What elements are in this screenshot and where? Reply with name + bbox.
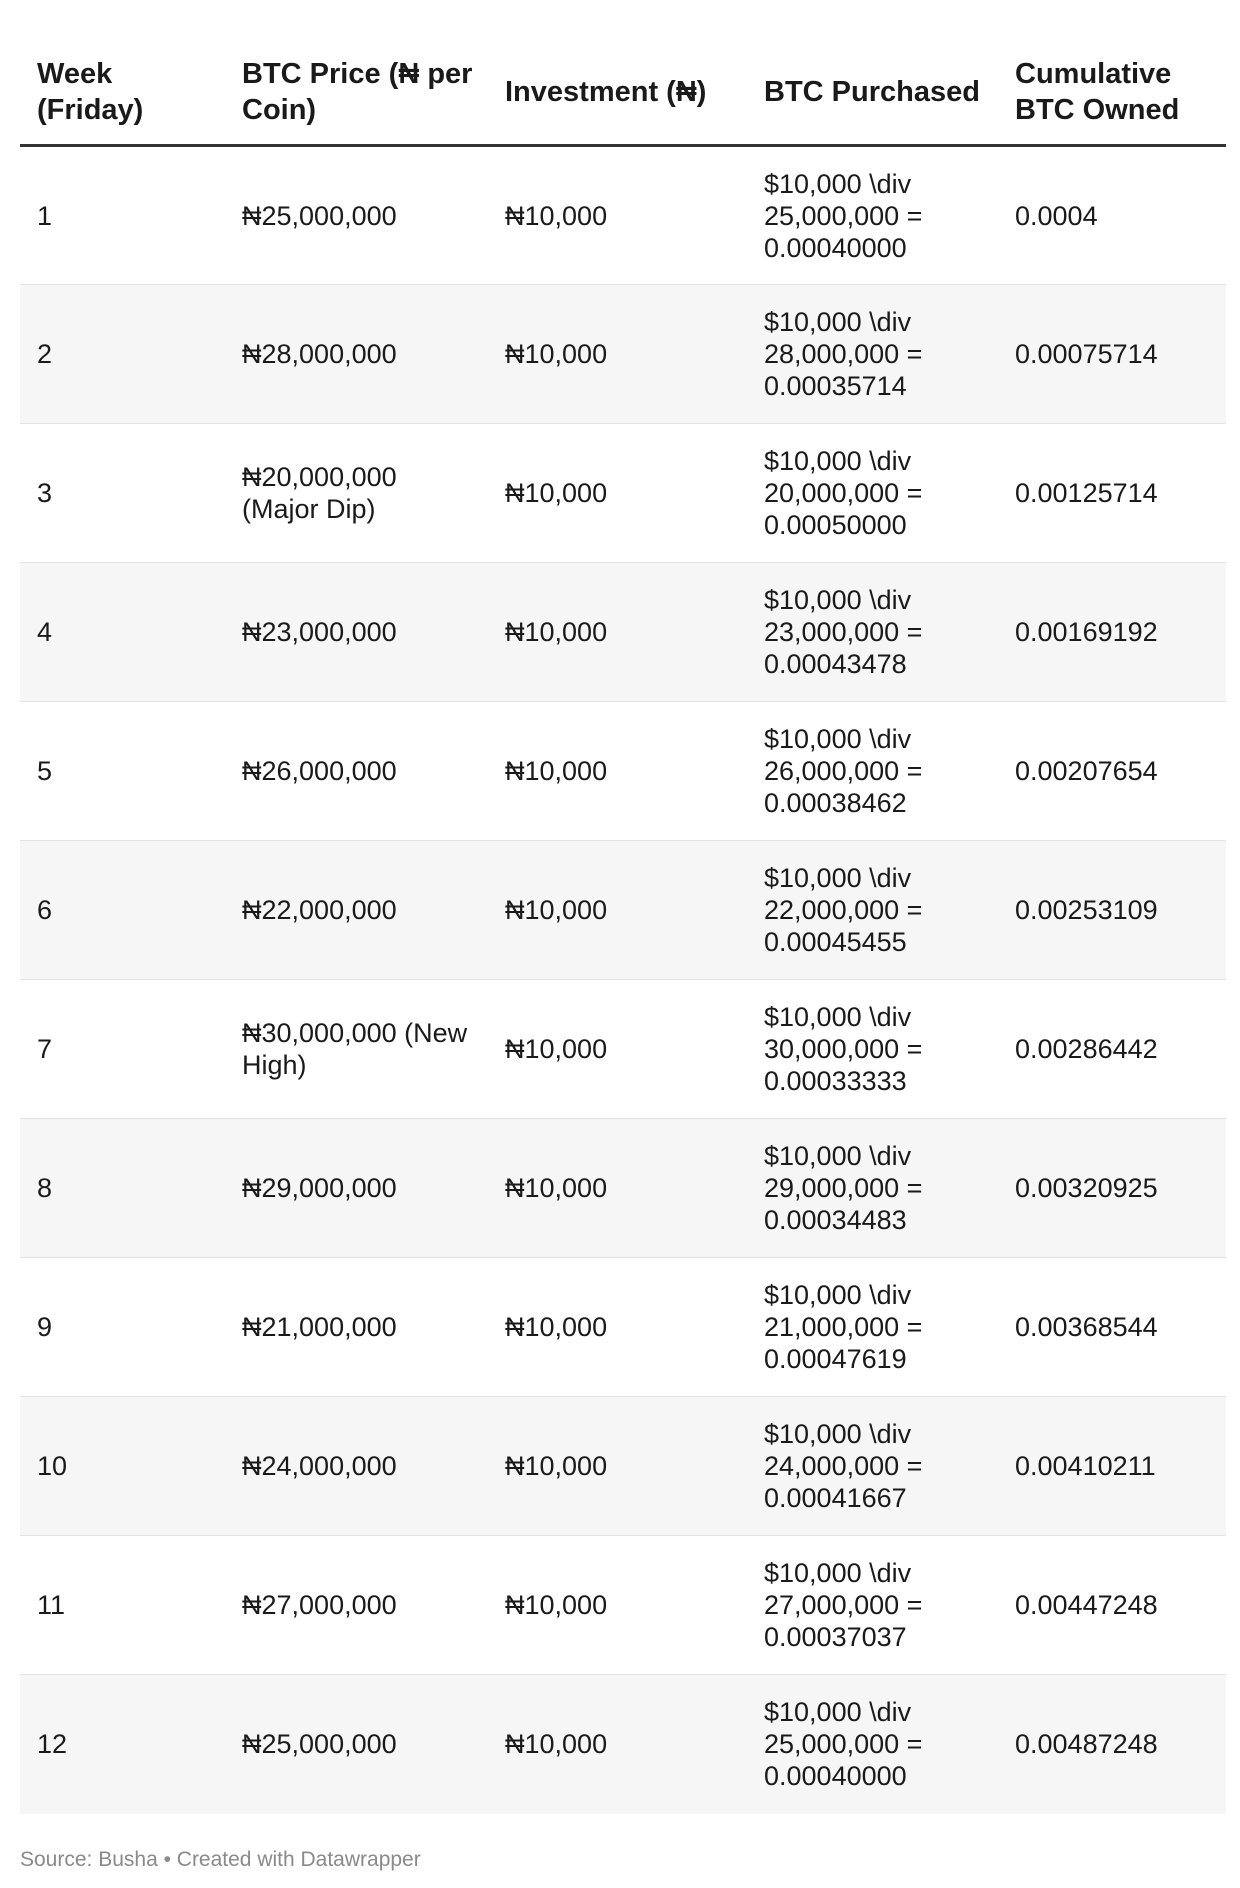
cell-btc-purchased: $10,000 \div 26,000,000 = 0.00038462: [747, 702, 998, 841]
header-row: [20, 44, 1226, 146]
cell-btc-price: ₦25,000,000: [225, 1675, 488, 1814]
cell-week: 1: [20, 146, 225, 285]
cell-cumulative-btc: 0.00207654: [998, 702, 1226, 841]
cell-btc-price: ₦27,000,000: [225, 1536, 488, 1675]
cell-week: 9: [20, 1258, 225, 1397]
cell-btc-price: ₦26,000,000: [225, 702, 488, 841]
cell-btc-purchased: $10,000 \div 23,000,000 = 0.00043478: [747, 563, 998, 702]
table-row: [20, 1397, 1226, 1536]
cell-week: 5: [20, 702, 225, 841]
cell-investment: ₦10,000: [488, 285, 747, 424]
header-cumulative-btc: Cumulative BTC Owned: [998, 44, 1226, 146]
cell-btc-price: ₦24,000,000: [225, 1397, 488, 1536]
cell-investment: ₦10,000: [488, 1536, 747, 1675]
cell-cumulative-btc: 0.00447248: [998, 1536, 1226, 1675]
cell-investment: ₦10,000: [488, 146, 747, 285]
cell-cumulative-btc: 0.00253109: [998, 841, 1226, 980]
table-row: [20, 424, 1226, 563]
cell-investment: ₦10,000: [488, 1119, 747, 1258]
table-body: [20, 146, 1226, 1814]
cell-cumulative-btc: 0.00368544: [998, 1258, 1226, 1397]
table-row: [20, 841, 1226, 980]
cell-investment: ₦10,000: [488, 563, 747, 702]
btc-dca-table: [20, 44, 1226, 1814]
cell-btc-purchased: $10,000 \div 22,000,000 = 0.00045455: [747, 841, 998, 980]
cell-btc-price: ₦21,000,000: [225, 1258, 488, 1397]
cell-btc-purchased: $10,000 \div 27,000,000 = 0.00037037: [747, 1536, 998, 1675]
table-header: [20, 44, 1226, 146]
cell-investment: ₦10,000: [488, 1397, 747, 1536]
table-row: [20, 563, 1226, 702]
cell-week: 11: [20, 1536, 225, 1675]
cell-cumulative-btc: 0.00320925: [998, 1119, 1226, 1258]
cell-week: 12: [20, 1675, 225, 1814]
header-week: Week (Friday): [20, 44, 225, 146]
cell-btc-purchased: $10,000 \div 29,000,000 = 0.00034483: [747, 1119, 998, 1258]
cell-btc-purchased: $10,000 \div 30,000,000 = 0.00033333: [747, 980, 998, 1119]
table-row: [20, 1536, 1226, 1675]
table-row: [20, 980, 1226, 1119]
cell-btc-purchased: $10,000 \div 24,000,000 = 0.00041667: [747, 1397, 998, 1536]
table-row: [20, 1675, 1226, 1814]
table-row: [20, 1119, 1226, 1258]
table-row: [20, 702, 1226, 841]
cell-investment: ₦10,000: [488, 841, 747, 980]
header-investment: Investment (₦): [488, 44, 747, 146]
cell-btc-price: ₦28,000,000: [225, 285, 488, 424]
cell-btc-price: ₦22,000,000: [225, 841, 488, 980]
cell-cumulative-btc: 0.00487248: [998, 1675, 1226, 1814]
cell-investment: ₦10,000: [488, 424, 747, 563]
table-row: [20, 1258, 1226, 1397]
cell-btc-price: ₦29,000,000: [225, 1119, 488, 1258]
cell-cumulative-btc: 0.0004: [998, 146, 1226, 285]
table-row: [20, 285, 1226, 424]
header-btc-price: BTC Price (₦ per Coin): [225, 44, 488, 146]
cell-investment: ₦10,000: [488, 980, 747, 1119]
cell-week: 2: [20, 285, 225, 424]
source-note: Source: Busha • Created with Datawrapper: [20, 1848, 421, 1871]
cell-week: 10: [20, 1397, 225, 1536]
cell-cumulative-btc: 0.00125714: [998, 424, 1226, 563]
cell-btc-price: ₦20,000,000 (Major Dip): [225, 424, 488, 563]
cell-btc-price: ₦25,000,000: [225, 146, 488, 285]
cell-cumulative-btc: 0.00075714: [998, 285, 1226, 424]
cell-investment: ₦10,000: [488, 1675, 747, 1814]
cell-investment: ₦10,000: [488, 1258, 747, 1397]
cell-week: 3: [20, 424, 225, 563]
cell-week: 8: [20, 1119, 225, 1258]
cell-btc-purchased: $10,000 \div 20,000,000 = 0.00050000: [747, 424, 998, 563]
cell-week: 7: [20, 980, 225, 1119]
cell-btc-price: ₦30,000,000 (New High): [225, 980, 488, 1119]
cell-investment: ₦10,000: [488, 702, 747, 841]
cell-btc-purchased: $10,000 \div 28,000,000 = 0.00035714: [747, 285, 998, 424]
cell-week: 6: [20, 841, 225, 980]
cell-cumulative-btc: 0.00410211: [998, 1397, 1226, 1536]
cell-btc-price: ₦23,000,000: [225, 563, 488, 702]
header-btc-purchased: BTC Purchased: [747, 44, 998, 146]
cell-cumulative-btc: 0.00286442: [998, 980, 1226, 1119]
cell-cumulative-btc: 0.00169192: [998, 563, 1226, 702]
cell-week: 4: [20, 563, 225, 702]
table-row: [20, 146, 1226, 285]
cell-btc-purchased: $10,000 \div 25,000,000 = 0.00040000: [747, 146, 998, 285]
cell-btc-purchased: $10,000 \div 25,000,000 = 0.00040000: [747, 1675, 998, 1814]
cell-btc-purchased: $10,000 \div 21,000,000 = 0.00047619: [747, 1258, 998, 1397]
